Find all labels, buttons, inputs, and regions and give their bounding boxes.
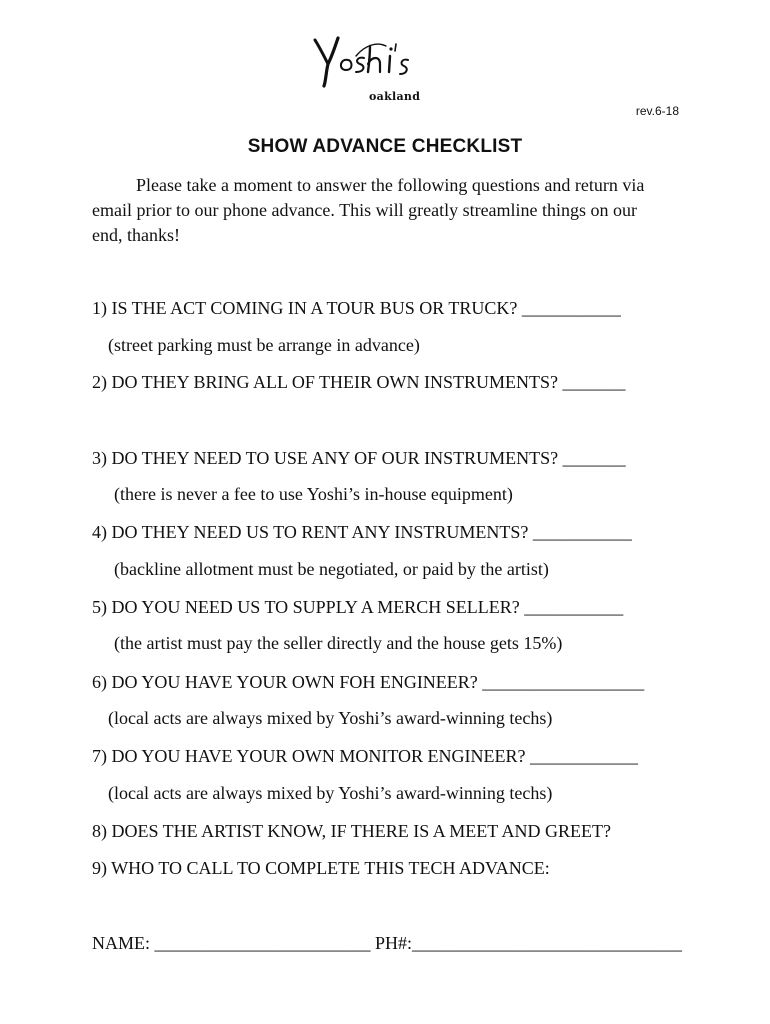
yoshis-logo [312,34,412,90]
contact-line: NAME: ________________________ PH#:______________________________ [92,933,683,953]
question-4: 4) DO THEY NEED US TO RENT ANY INSTRUMENTS? ___________ [92,522,632,542]
question-7-note: (local acts are always mixed by Yoshi’s award-winning techs) [108,783,553,803]
question-1: 1) IS THE ACT COMING IN A TOUR BUS OR TRUCK? ___________ [92,298,621,318]
page-title: SHOW ADVANCE CHECKLIST [247,136,523,157]
question-5-note: (the artist must pay the seller directly and the house gets 15%) [114,633,563,653]
question-7: 7) DO YOU HAVE YOUR OWN MONITOR ENGINEER? ____________ [92,746,638,766]
intro-paragraph: Please take a moment to answer the following questions and return via email prior to our phone advance. This will greatly streamline things on our end, thanks! [92,175,645,245]
question-6: 6) DO YOU HAVE YOUR OWN FOH ENGINEER? __________________ [92,672,645,692]
question-8: 8) DOES THE ARTIST KNOW, IF THERE IS A MEET AND GREET? [92,821,611,841]
question-9: 9) WHO TO CALL TO COMPLETE THIS TECH ADVANCE: [92,858,550,878]
question-6-note: (local acts are always mixed by Yoshi’s award-winning techs) [108,708,553,728]
question-3: 3) DO THEY NEED TO USE ANY OF OUR INSTRUMENTS? _______ [92,448,626,468]
question-1-note: (street parking must be arrange in advance) [108,335,420,355]
revision-label: rev.6-18 [635,104,679,118]
question-2: 2) DO THEY BRING ALL OF THEIR OWN INSTRUMENTS? _______ [92,372,626,392]
question-3-note: (there is never a fee to use Yoshi’s in-house equipment) [114,484,513,504]
question-5: 5) DO YOU NEED US TO SUPPLY A MERCH SELLER? ___________ [92,597,624,617]
logo-subtitle: oakland [369,90,421,103]
question-4-note: (backline allotment must be negotiated, or paid by the artist) [114,559,549,579]
